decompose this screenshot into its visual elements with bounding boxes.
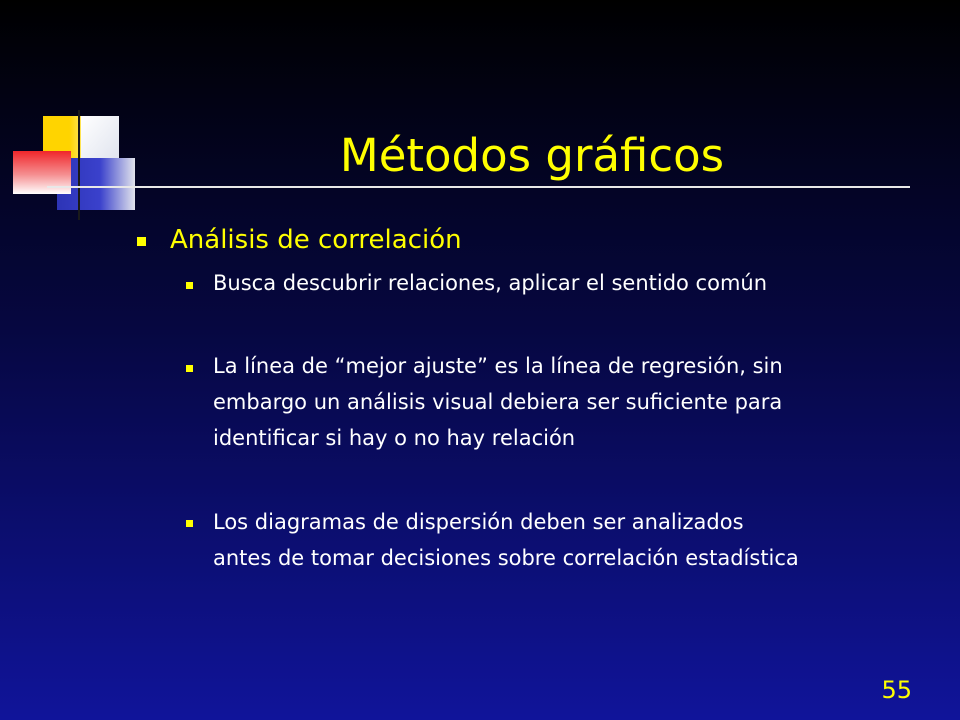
slide-title: Métodos gráficos — [339, 129, 725, 182]
bullet-heading: Análisis de correlación — [170, 225, 462, 255]
sub-bullet-text: Busca descubrir relaciones, aplicar el sentido común — [213, 271, 768, 295]
sub-bullet-text: antes de tomar decisiones sobre correlación estadística — [213, 546, 799, 570]
sub-bullet-marker — [186, 282, 193, 289]
sub-bullet-marker — [186, 365, 193, 372]
sub-bullet-text: Los diagramas de dispersión deben ser analizados — [213, 510, 744, 534]
bullet-marker — [137, 237, 146, 246]
page-number: 55 — [881, 676, 912, 704]
sub-bullet-marker — [186, 520, 193, 527]
sub-bullet-text: La línea de “mejor ajuste” es la línea de regresión, sin — [213, 354, 783, 378]
sub-bullet-text: identificar si hay o no hay relación — [213, 426, 576, 450]
sub-bullet-text: embargo un análisis visual debiera ser suficiente para — [213, 390, 783, 414]
